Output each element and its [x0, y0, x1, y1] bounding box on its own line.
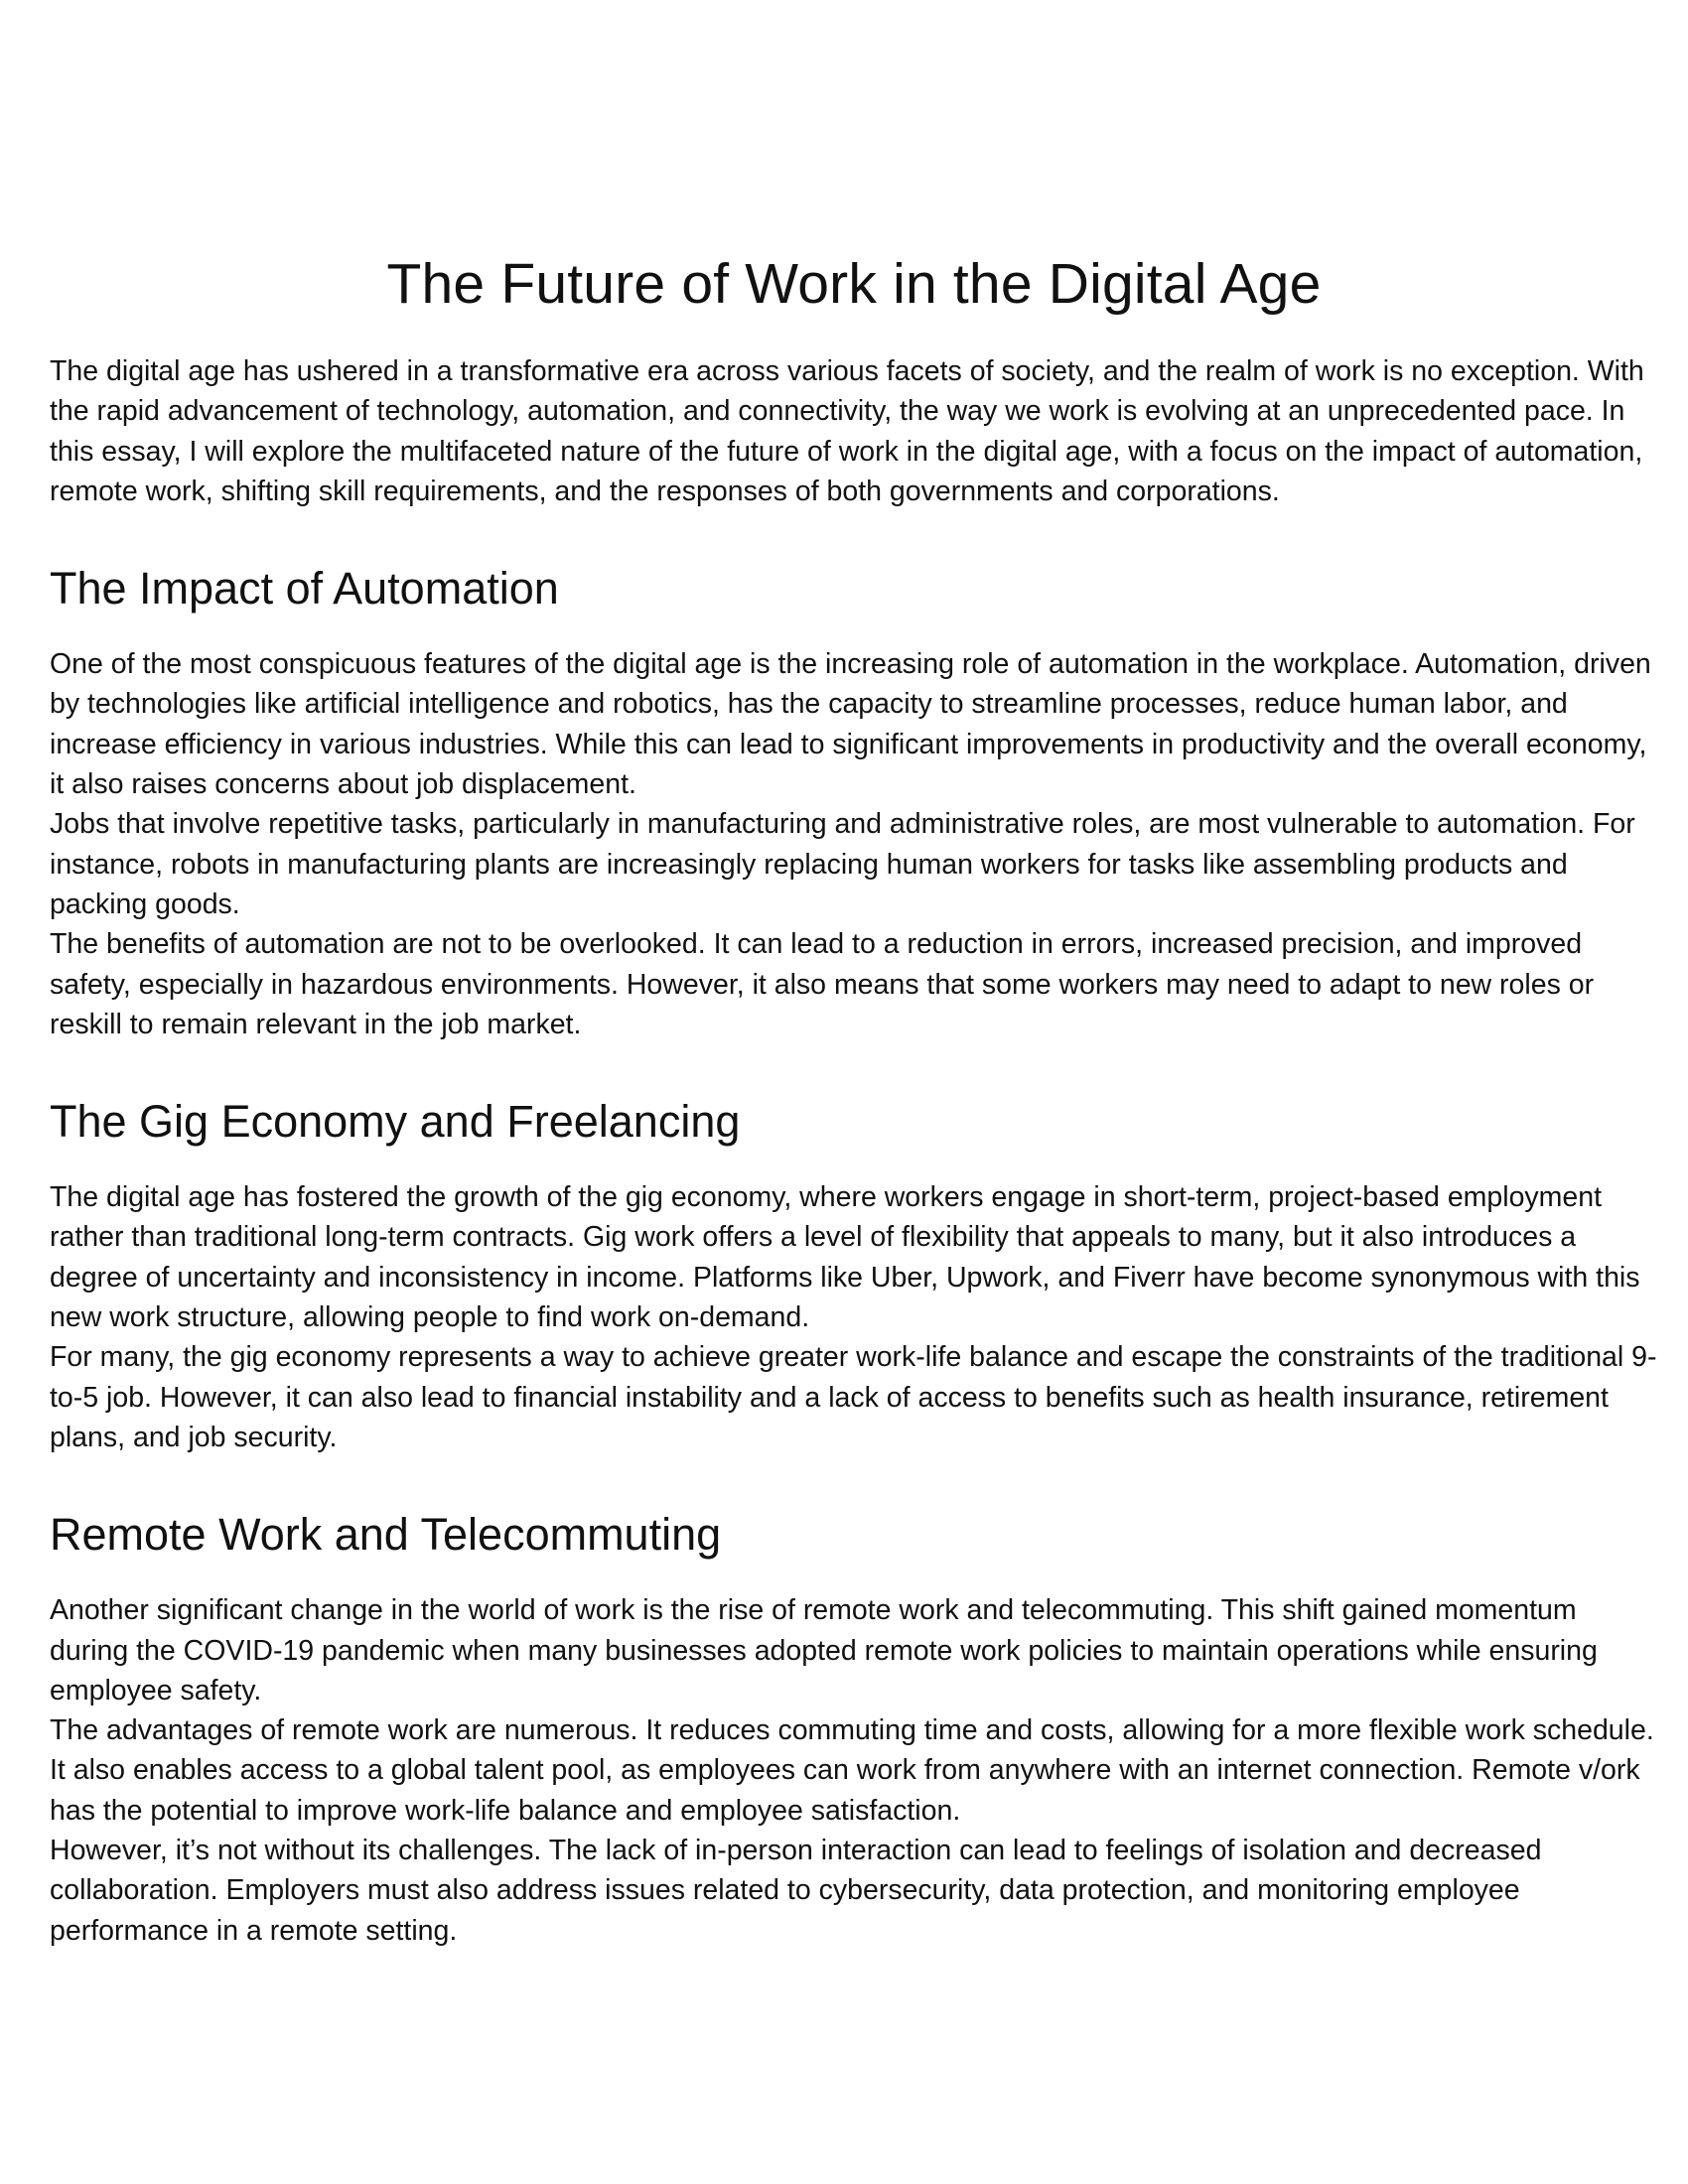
section-gig-economy: [50, 1092, 1658, 1457]
section-paragraph: Another significant change in the world of work is the rise of remote work and telecommuting. This shift gained momentum during the COVID-19 pandemic when many businesses adopted remote work policies to maintain operations while ensuring employee safety.: [50, 1594, 1598, 1706]
section-paragraph: The advantages of remote work are numerous. It reduces commuting time and costs, allowing for a more flexible work schedule. It also enables access to a global talent pool, as employees can work from anywhere with an internet connection. Remote v/ork has the potential to improve work-life balance and employee satisfaction.: [50, 1714, 1654, 1827]
section-paragraph: However, it’s not without its challenges. The lack of in-person interaction can lead to feelings of isolation and decreased collaboration. Employers must also address issues related to cybersecurity, data protection, and monitoring employee performance in a remote setting.: [50, 1835, 1542, 1947]
section-heading: The Impact of Automation: [50, 563, 559, 614]
document-title: The Future of Work in the Digital Age: [386, 252, 1322, 316]
document-page: [50, 244, 1658, 1951]
section-paragraph: The benefits of automation are not to be overlooked. It can lead to a reduction in errors, increased precision, and improved safety, especially in hazardous environments. However, it also means that some workers may need to adapt to new roles or reskill to remain relevant in the job market.: [50, 928, 1595, 1040]
section-remote-work: [50, 1505, 1658, 1951]
section-heading: Remote Work and Telecommuting: [50, 1509, 722, 1561]
section-heading: The Gig Economy and Freelancing: [50, 1096, 741, 1148]
section-paragraph: The digital age has fostered the growth of the gig economy, where workers engage in short-term, project-based employment rather than traditional long-term contracts. Gig work offers a level of flexibility that appeals to many, but it also introduces a degree of uncertainty and inconsistency in income. Platforms like Uber, Upwork, and Fiverr have become synonymous with this new work structure, allowing people to find work on-demand.: [50, 1181, 1640, 1334]
intro-paragraph: The digital age has ushered in a transformative era across various facets of society, and the realm of work is no exception. With the rapid advancement of technology, automation, and connectivity, the way we work is evolving at an unprecedented pace. In this essay, I will explore the multifaceted nature of the future of work in the digital age, with a focus on the impact of automation, remote work, shifting skill requirements, and the responses of both governments and corporations.: [50, 355, 1644, 507]
section-paragraph: One of the most conspicuous features of the digital age is the increasing role of automation in the workplace. Automation, driven by technologies like artificial intelligence and robotics, has the capacity to streamline processes, reduce human labor, and increase efficiency in various industries. While this can lead to significant improvements in productivity and the overall economy, it also raises concerns about job displacement.: [50, 648, 1651, 801]
section-paragraph: Jobs that involve repetitive tasks, particularly in manufacturing and administrative roles, are most vulnerable to automation. For instance, robots in manufacturing plants are increasingly replacing human workers for tasks like assembling products and packing goods.: [50, 808, 1635, 920]
section-paragraph: For many, the gig economy represents a way to achieve greater work-life balance and escape the constraints of the traditional 9-to-5 job. However, it can also lead to financial instability and a lack of access to benefits such as health insurance, retirement plans, and job security.: [50, 1341, 1657, 1453]
section-impact-of-automation: [50, 559, 1658, 1044]
